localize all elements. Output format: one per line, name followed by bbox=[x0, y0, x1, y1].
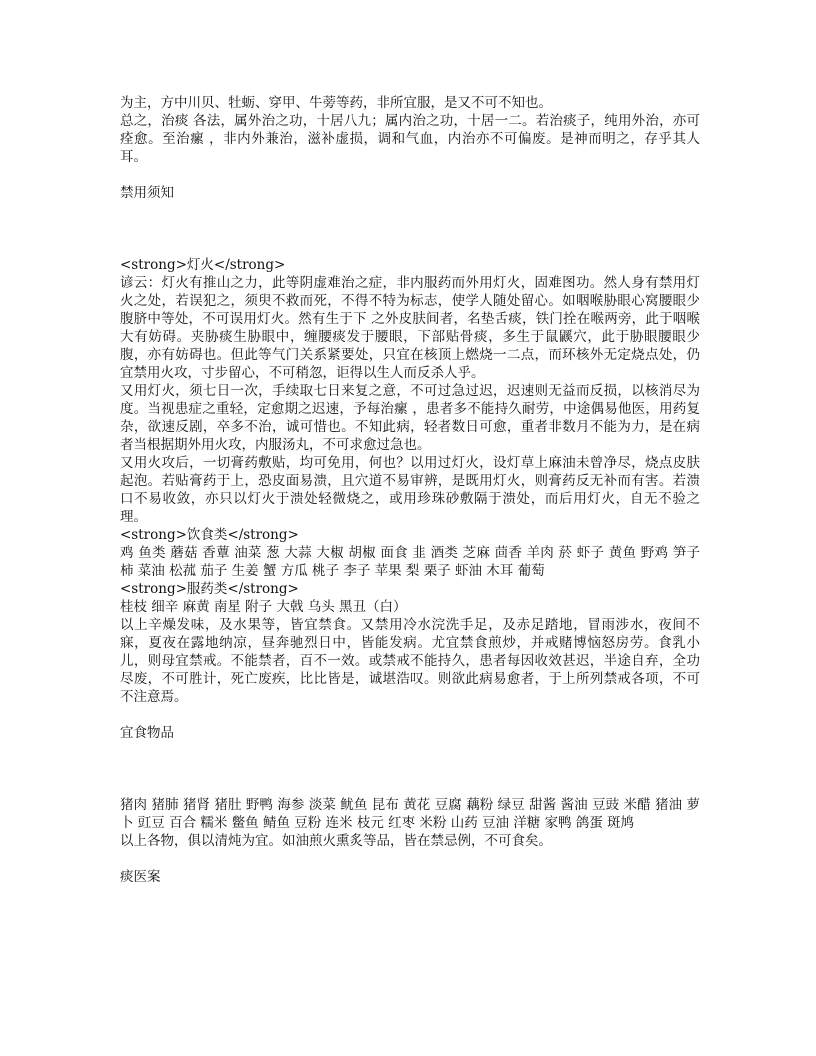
paragraph: 猪肉 猪肺 猪肾 猪肚 野鸭 海参 淡菜 鱿鱼 昆布 黄花 豆腐 藕粉 绿豆 甜酱 酱油 豆豉 米醋 猪油 萝卜 豇豆 百合 糯米 鳖鱼 鲭鱼 豆粉 连米 枝元 红枣 米粉 山药 豆油 洋糖 家鸭 鸽蛋 斑鸠 bbox=[120, 797, 700, 831]
section-title-recommended-foods: 宜食物品 bbox=[120, 725, 174, 741]
spacer bbox=[120, 166, 700, 184]
spacer bbox=[120, 742, 700, 796]
paragraph: <strong>饮食类</strong> bbox=[120, 527, 299, 543]
spacer bbox=[120, 850, 700, 868]
paragraph: 为主，方中川贝、牡蛎、穿甲、牛蒡等药，非所宜服，是又不可不知也。 bbox=[120, 95, 552, 111]
paragraph: <strong>服药类</strong> bbox=[120, 581, 299, 597]
paragraph: <strong>灯火</strong> bbox=[120, 257, 286, 273]
paragraph: 桂枝 细辛 麻黄 南星 附子 大戟 乌头 黑丑（白） bbox=[120, 599, 407, 615]
paragraph: 以上辛燥发味，及水果等，皆宜禁食。又禁用冷水浣洗手足，及赤足踏地，冒雨涉水，夜间不寐，夏夜在露地纳凉，昼奔驰烈日中，皆能发病。尤宜禁食煎炒，并戒赌博恼怒房劳。食乳小儿，则母宜禁戒。不能禁者，百不一效。或禁戒不能持久，患者每因收效甚迟，半途自弃，全功尽废，不可胜计，死亡废疾，比比皆是，诚堪浩叹。则欲此病易愈者，于上所列禁戒各项，不可不注意焉。 bbox=[120, 617, 700, 705]
paragraph: 又用灯火，须七日一次，手续取七日来复之意，不可过急过迟，迟速则无益而反损，以核消尽为度。当视患症之重轻，定愈期之迟速，予每治瘰 ，患者多不能持久耐劳，中途偶易他医，用药复杂，欲速反剧，卒多不治，诚可惜也。不知此病，轻者数日可愈，重者非数月不能为力，是在病者当根据期外用火攻，内服汤丸，不可求愈过急也。 bbox=[120, 383, 700, 453]
section-title-case-records: 痰医案 bbox=[120, 869, 161, 885]
paragraph: 谚云：灯火有推山之力，此等阴虚难治之症，非内服药而外用灯火，固难图功。然人身有禁用灯火之处，若误犯之，须臾不救而死，不得不特为标志，使学人随处留心。如咽喉胁眼心窝腰眼少腹脐中等处，不可误用灯火。然有生于下 之外皮肤间者，名垫舌痰，铁门拴在喉两旁，此于咽喉大有妨碍。夹胁痰生胁眼中，缠腰痰发于腰眼，下部贴骨痰，多生于鼠鼷穴，此于胁眼腰眼少腹，亦有妨碍也。但此等气门关系紧要处，只宜在核顶上燃烧一二点，而环核外无定烧点处，仍宜禁用火攻，寸步留心，不可稍忽，讵得以生人而反杀人乎。 bbox=[120, 275, 700, 381]
paragraph: 又用火攻后，一切膏药敷贴，均可免用，何也？以用过灯火，设灯草上麻油未曾净尽，烧点皮肤起泡。若贴膏药于上，恐皮面易溃，且穴道不易审辨，是既用灯火，则膏药反无补而有害。若溃口不易收敛，亦只以灯火于溃处轻微烧之，或用珍珠砂敷隔于溃处，而后用灯火，自无不验之理。 bbox=[120, 455, 700, 525]
document-page bbox=[120, 94, 700, 886]
section-title-restrictions: 禁用须知 bbox=[120, 185, 174, 201]
spacer bbox=[120, 202, 700, 256]
paragraph: 总之，治痰 各法，属外治之功，十居八九；属内治之功，十居一二。若治痰子，纯用外治，亦可痊愈。至治瘰 ，非内外兼治，滋补虚损，调和气血，内治亦不可偏废。是神而明之，存乎其人耳。 bbox=[120, 113, 700, 165]
paragraph: 以上各物，俱以清炖为宜。如油煎火熏炙等品，皆在禁忌例，不可食矣。 bbox=[120, 833, 552, 849]
spacer bbox=[120, 706, 700, 724]
paragraph: 鸡 鱼类 蘑菇 香蕈 油菜 葱 大蒜 大椒 胡椒 面食 韭 酒类 芝麻 茴香 羊肉 菸 虾子 黄鱼 野鸡 笋子柿 菜油 松菰 茄子 生姜 蟹 方瓜 桃子 李子 苹果 梨 栗子 虾油 木耳 葡萄 bbox=[120, 545, 700, 579]
